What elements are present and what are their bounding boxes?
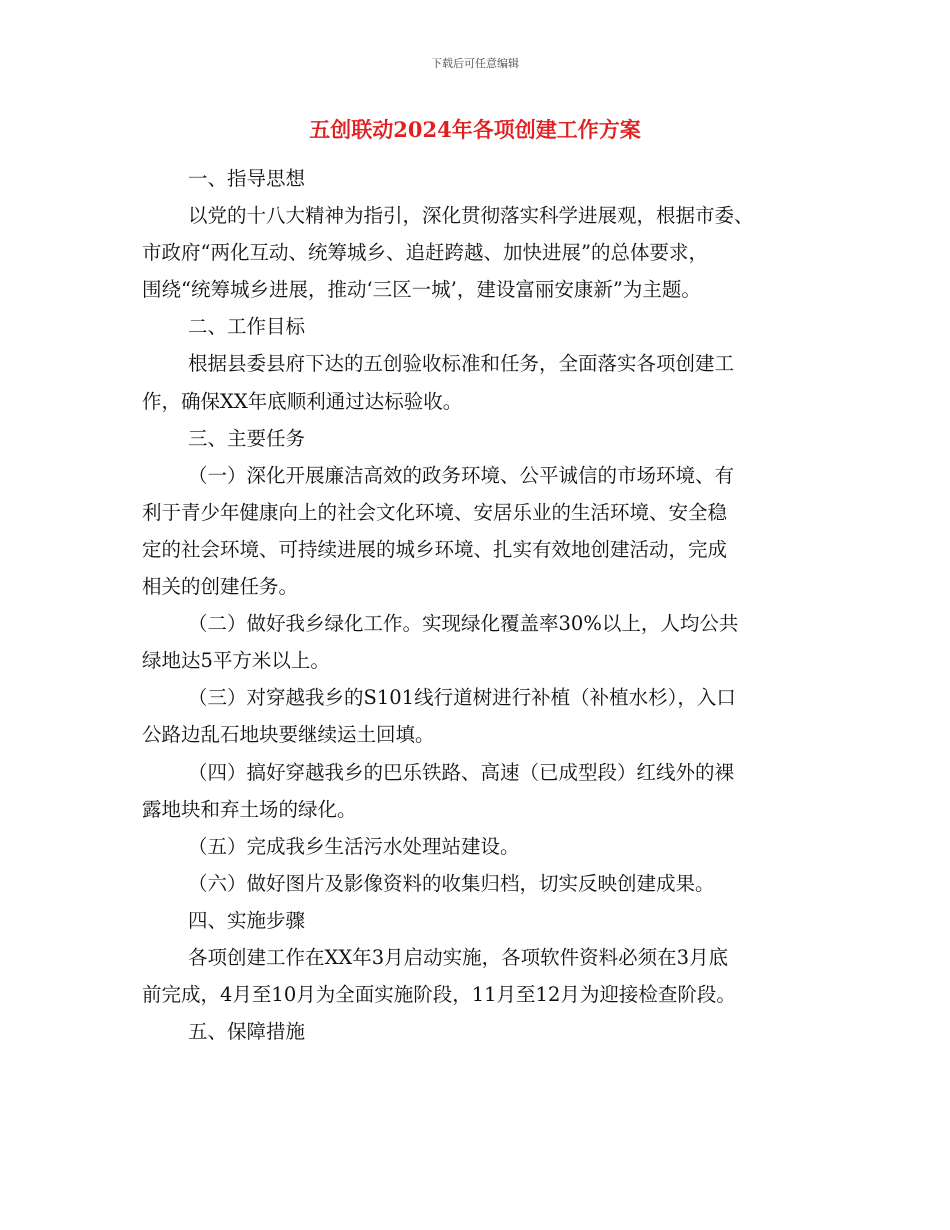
body-line: 四、实施步骤 <box>188 908 306 932</box>
body-line: 各项创建工作在XX年3月启动实施，各项软件资料必须在3月底 <box>188 945 729 969</box>
body-line: 前完成，4月至10月为全面实施阶段，11月至12月为迎接检查阶段。 <box>142 983 736 1007</box>
body-line: 三、主要任务 <box>188 426 306 450</box>
body-line: 公路边乱石地块要继续运土回填。 <box>142 723 435 747</box>
body-line: （二）做好我乡绿化工作。实现绿化覆盖率30%以上，人均公共 <box>188 612 739 636</box>
body-line: 五、保障措施 <box>188 1020 306 1044</box>
body-line: 露地块和弃土场的绿化。 <box>142 797 357 821</box>
body-line: 相关的创建任务。 <box>142 575 299 599</box>
body-line: （一）深化开展廉洁高效的政务环境、公平诚信的市场环境、有 <box>188 463 735 487</box>
body-line: 利于青少年健康向上的社会文化环境、安居乐业的生活环境、安全稳 <box>142 500 728 524</box>
document-title: 五创联动2024年各项创建工作方案 <box>309 117 641 142</box>
body-line: 围绕“统筹城乡进展，推动‘三区一城’，建设富丽安康新”为主题。 <box>142 278 701 302</box>
body-line: 定的社会环境、可持续进展的城乡环境、扎实有效地创建活动，完成 <box>142 537 728 561</box>
body-line: 根据县委县府下达的五创验收标准和任务，全面落实各项创建工 <box>188 352 735 376</box>
body-line: 绿地达5平方米以上。 <box>142 649 330 673</box>
body-line: （六）做好图片及影像资料的收集归档，切实反映创建成果。 <box>188 871 715 895</box>
body-line: （四）搞好穿越我乡的巴乐铁路、高速（已成型段）红线外的裸 <box>188 760 735 784</box>
body-line: 作，确保XX年底顺利通过达标验收。 <box>142 389 463 413</box>
body-line: （三）对穿越我乡的S101线行道树进行补植（补植水杉），入口 <box>188 686 736 710</box>
header-note: 下载后可任意编辑 <box>431 57 519 70</box>
body-line: 以党的十八大精神为指引，深化贯彻落实科学进展观，根据市委、 <box>188 204 754 228</box>
document-body <box>142 160 822 1050</box>
body-line: 市政府“两化互动、统筹城乡、追赶跨越、加快进展”的总体要求， <box>142 241 708 265</box>
body-line: 二、工作目标 <box>188 315 306 339</box>
body-line: 一、指导思想 <box>188 167 306 190</box>
body-line: （五）完成我乡生活污水处理站建设。 <box>188 834 520 858</box>
